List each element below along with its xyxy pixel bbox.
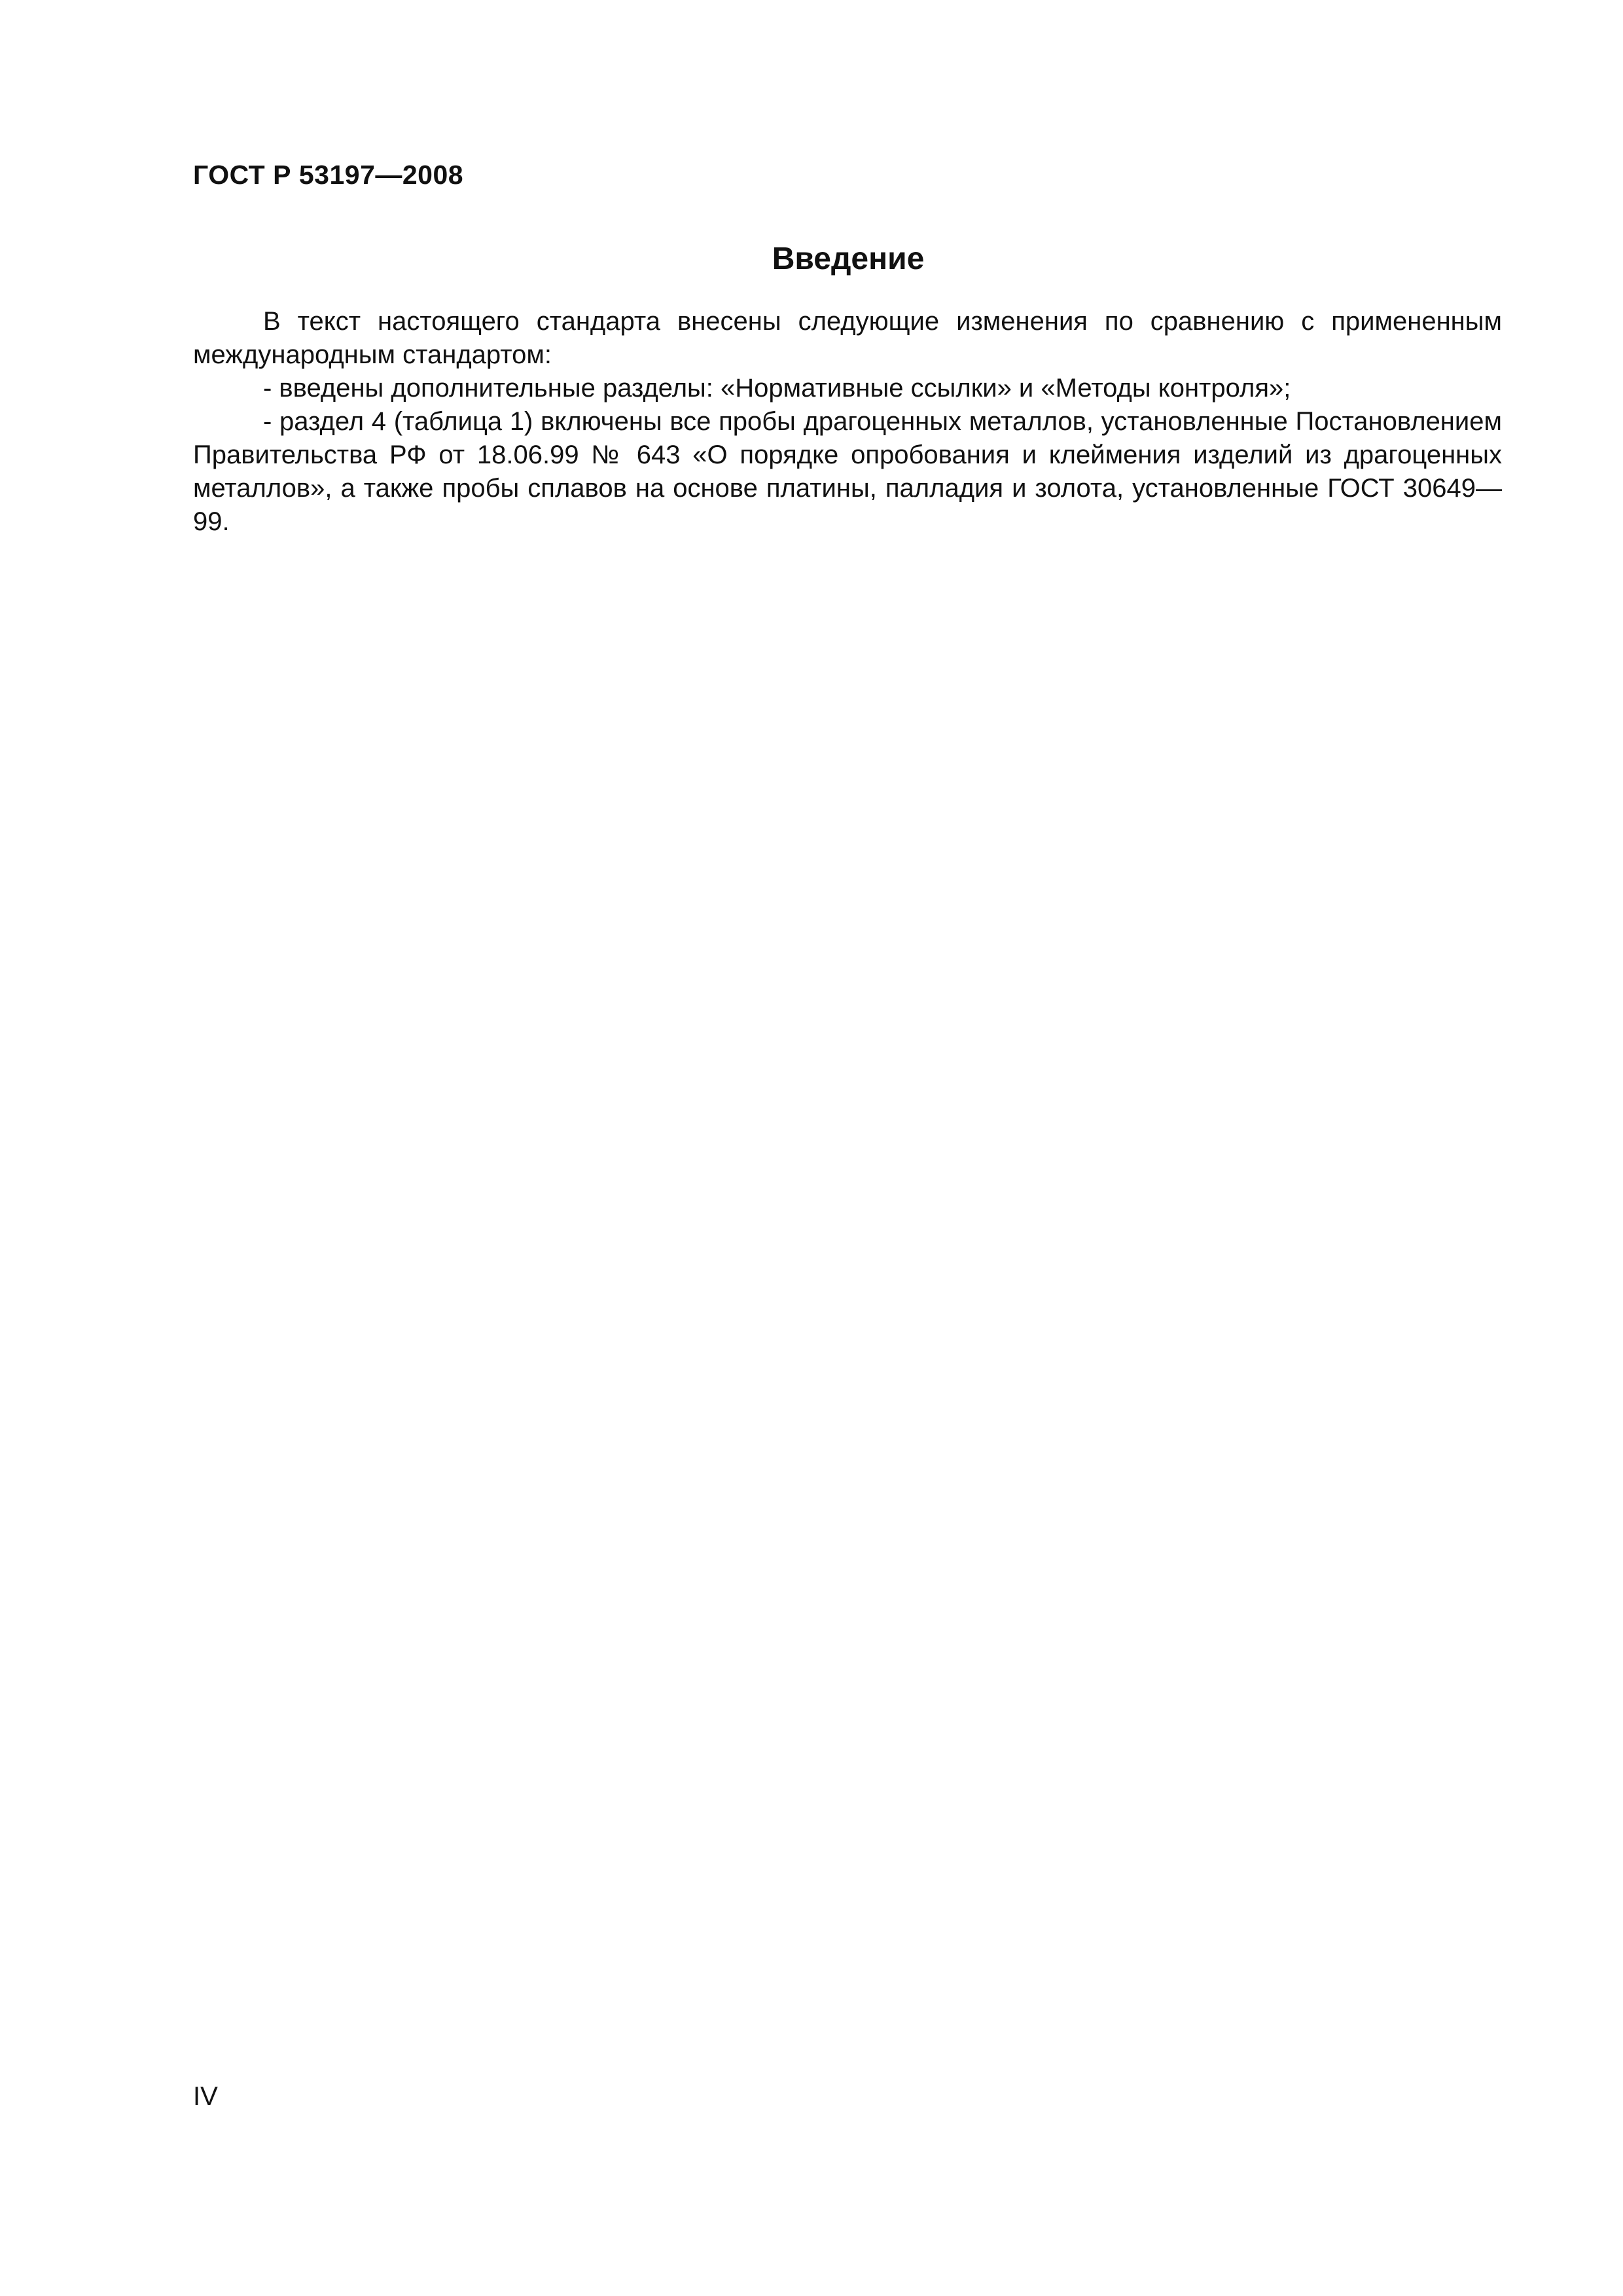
intro-paragraph: В текст настоящего стандарта внесены следующие изменения по сравнению с примененным международным стандартом: bbox=[193, 307, 1502, 369]
list-item: - введены дополнительные разделы: «Нормативные ссылки» и «Методы контроля»; bbox=[263, 374, 1291, 403]
body-text bbox=[193, 305, 1502, 539]
section-title: Введение bbox=[772, 242, 925, 276]
page-number: IV bbox=[193, 2082, 218, 2111]
list-item: - раздел 4 (таблица 1) включены все пробы драгоценных металлов, установленные Постановлением Правительства РФ от 18.06.99 № 643 «О порядке опробования и клеймения изделий из драгоценных металлов», а также пробы сплавов на основе платины, палладия и золота, установленные ГОСТ 30649—99. bbox=[193, 407, 1502, 536]
document-code: ГОСТ Р 53197—2008 bbox=[193, 160, 464, 190]
